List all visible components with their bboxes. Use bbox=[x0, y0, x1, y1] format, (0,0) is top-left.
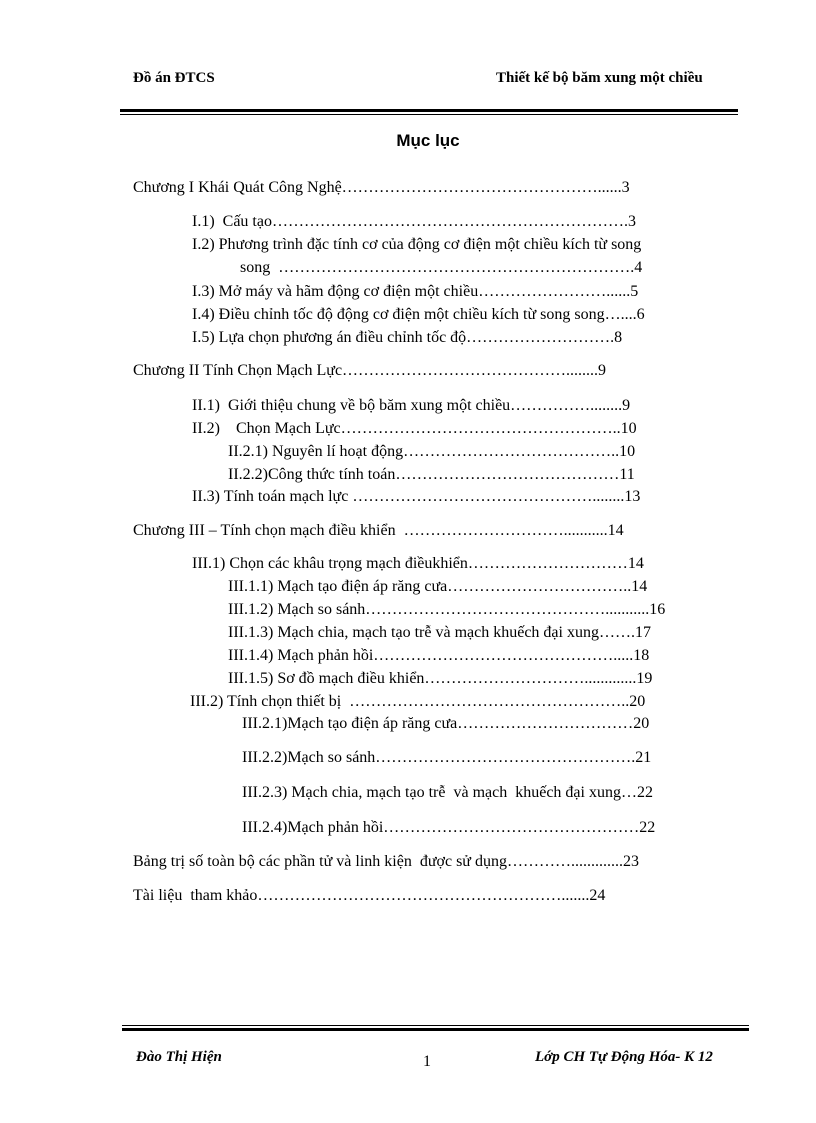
header-rule-thick bbox=[120, 109, 738, 112]
toc-item-1-5: I.5) Lựa chọn phương án điều chỉnh tốc độ……………………….8 bbox=[192, 329, 623, 346]
toc-item-3-2: III.2) Tính chọn thiết bị ……………………………………………..20 bbox=[190, 693, 646, 710]
toc-item-1-2-cont: song ………………………………………………………….4 bbox=[240, 259, 643, 276]
footer-rule-thick bbox=[122, 1028, 749, 1031]
toc-chapter-1: Chương I Khái Quát Công Nghệ…………………………………………......3 bbox=[133, 179, 630, 196]
page-number: 1 bbox=[423, 1053, 431, 1070]
toc-item-1-1: I.1) Cấu tạo………………………………………………………….3 bbox=[192, 213, 636, 230]
toc-item-3-2-1: III.2.1)Mạch tạo điện áp răng cưa……………………………20 bbox=[242, 715, 650, 732]
toc-item-2-2-2: II.2.2)Công thức tính toán……………………………………11 bbox=[228, 466, 635, 483]
header-rule-thin bbox=[120, 114, 738, 115]
toc-chapter-2: Chương II Tính Chọn Mạch Lực……………………………………........9 bbox=[133, 362, 607, 379]
toc-chapter-3: Chương III – Tính chọn mạch điều khiển …………………………...........14 bbox=[133, 522, 624, 539]
toc-item-3-1-3: III.1.3) Mạch chia, mạch tạo trễ và mạch khuếch đại xung…….17 bbox=[228, 624, 651, 641]
toc-item-3-1-5: III.1.5) Sơ đồ mạch điều khiển………………………….............19 bbox=[228, 670, 653, 687]
toc-references: Tài liệu tham khảo………………………………………………….......24 bbox=[133, 887, 606, 904]
toc-item-3-2-3: III.2.3) Mạch chia, mạch tạo trễ và mạch khuếch đại xung…22 bbox=[242, 784, 653, 801]
toc-item-2-2-1: II.2.1) Nguyên lí hoạt động…………………………………..10 bbox=[228, 443, 636, 460]
toc-item-1-3: I.3) Mở máy và hãm động cơ điện một chiều……………………......5 bbox=[192, 283, 639, 300]
toc-item-3-1: III.1) Chọn các khâu trọng mạch điềukhiển…………………………14 bbox=[192, 555, 644, 572]
footer-author: Đào Thị Hiện bbox=[136, 1049, 222, 1065]
toc-item-3-1-2: III.1.2) Mạch so sánh………………………………………...........16 bbox=[228, 601, 666, 618]
toc-item-1-2: I.2) Phương trình đặc tính cơ của động cơ điện một chiều kích từ song bbox=[192, 236, 642, 253]
toc-item-3-1-4: III.1.4) Mạch phản hồi……………………………………….....18 bbox=[228, 647, 650, 664]
toc-appendix-table: Bảng trị số toàn bộ các phần tử và linh kiện được sử dụng………….............23 bbox=[133, 853, 639, 870]
footer-rule-thin bbox=[122, 1025, 749, 1026]
toc-item-3-2-2: III.2.2)Mạch so sánh………………………………………….21 bbox=[242, 749, 652, 766]
header-right: Thiết kế bộ băm xung một chiều bbox=[496, 70, 703, 86]
toc-item-2-3: II.3) Tính toán mạch lực ………………………………………........13 bbox=[192, 488, 641, 505]
header-left: Đồ án ĐTCS bbox=[133, 70, 215, 86]
toc-item-2-1: II.1) Giới thiệu chung về bộ băm xung một chiều……………........9 bbox=[192, 397, 631, 414]
toc-item-2-2: II.2) Chọn Mạch Lực……………………………………………..10 bbox=[192, 420, 637, 437]
footer-class: Lớp CH Tự Động Hóa- K 12 bbox=[535, 1049, 713, 1065]
page-title: Mục lục bbox=[396, 131, 460, 150]
toc-item-3-1-1: III.1.1) Mạch tạo điện áp răng cưa……………………………..14 bbox=[228, 578, 648, 595]
toc-item-1-4: I.4) Điều chỉnh tốc độ động cơ điện một chiều kích từ song song…....6 bbox=[192, 306, 645, 323]
toc-item-3-2-4: III.2.4)Mạch phản hồi…………………………………………22 bbox=[242, 819, 656, 836]
